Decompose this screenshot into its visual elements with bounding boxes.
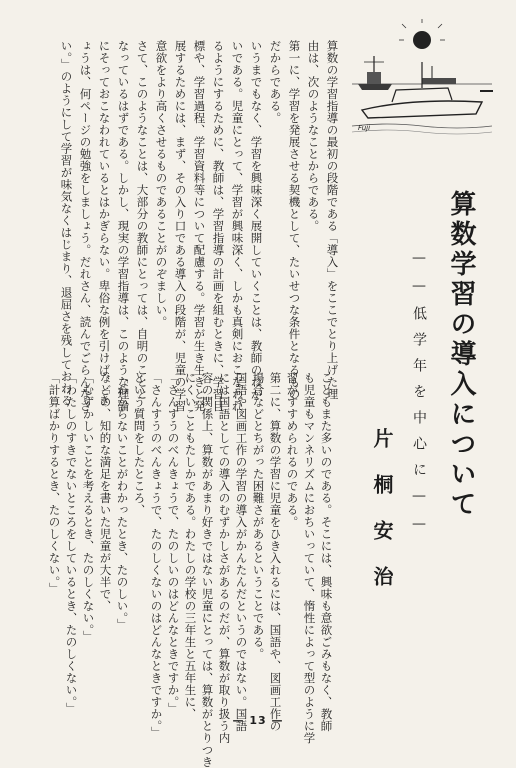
bottom-column-7: には国語としての導入のむずかしさがあるのだが、算数が取り扱う内 bbox=[217, 372, 232, 744]
top-column-3: 第一に、学習を発展させる契機として、たいせつな条件となるもの bbox=[287, 40, 302, 400]
top-column-4: だからである。 bbox=[268, 40, 283, 124]
bottom-column-13: 「わからないことがわかったとき、たのしい。」 bbox=[115, 372, 130, 631]
bottom-column-16: 「わたしのすきでないところをしているとき、たのしくない。」 bbox=[64, 372, 79, 715]
bottom-column-3: 習がすすめられるのである。 bbox=[285, 372, 300, 528]
page-number: — 13 — bbox=[232, 714, 284, 727]
top-column-15: い。」のようにして学習が味気なくはじまり、退屈さを残しておわる bbox=[59, 40, 74, 407]
top-column-12: なっているはずである。しかし、現実の学習指導は、このような理論 bbox=[116, 40, 131, 412]
bottom-column-14: などの、知的な満足を書いた児童が大半で、 bbox=[98, 372, 113, 612]
bottom-column-2: も児童もマンネリズムにおちいっていて、惰性によって型のように学 bbox=[302, 372, 317, 744]
top-column-13: にそっておこなわれているとはかぎらない。卑俗な例を引けば、「き bbox=[97, 40, 112, 407]
top-column-14: ょうは、何ページの勉強をしましょう。だれさん、読んでごらんなさ bbox=[78, 40, 93, 412]
bottom-column-10: 「さんすうのべんきょうで、たのしいのはどんなときですか。」 bbox=[166, 372, 181, 715]
top-column-8: 標や、学習過程、学習資料等について配慮する。学習が生き生きと発 bbox=[192, 40, 207, 412]
article-title: 算数学習の導入について bbox=[446, 190, 476, 520]
top-column-5: いうまでもなく、学習を興味深く展開していくことは、教師のねが bbox=[249, 40, 264, 400]
bottom-column-15: 「むずかしいことを考えるとき、たのしくない。」 bbox=[81, 372, 96, 643]
illustration-signature: Fuji bbox=[358, 124, 371, 132]
article-subtitle: ——低学年を中心に—— bbox=[411, 250, 427, 544]
top-column-10: 意欲をより高くさせるものであることがのぞましい。 bbox=[154, 40, 169, 328]
bottom-column-1: こともまた多いのである。そこには、興味も意欲ごみもなく、教師 bbox=[319, 372, 334, 732]
bottom-column-11: 「さんすうのべんきょうで、たのしくないのはどんなときですか。」 bbox=[149, 372, 164, 739]
top-column-2: 由は、次のようなことからである。 bbox=[306, 40, 321, 232]
harbor-illustration bbox=[352, 18, 492, 138]
bottom-column-9: にくいこともたしかである。わたしの学校の三年生と五年生に、 bbox=[183, 372, 198, 720]
top-column-1: 算数の学習指導の最初の段階である「導入」をここでとり上げた理 bbox=[325, 40, 340, 400]
top-column-7: るようにするために、教師は、学習指導の計画を組むときに、学習目 bbox=[211, 40, 226, 412]
bottom-column-6: 国語や図画工作の学習の導入がかんたんだというのではない。国語 bbox=[234, 372, 249, 732]
top-column-9: 展するためには、まず、その入り口である導入の段階が、児童の学習 bbox=[173, 40, 188, 412]
bottom-column-5: 場合などとちがった困難さがあるということである。 bbox=[251, 372, 266, 660]
top-column-11: さて、このようなことは、大部分の教師にとっては、自明のことと bbox=[135, 40, 150, 400]
bottom-column-17: 「計算ばかりするとき、たのしくない。」 bbox=[47, 372, 62, 595]
bottom-column-8: 容の関係上、算数があまり好きではない児童にとっては、算数がとりつき bbox=[200, 372, 215, 768]
top-column-6: いである。児童にとって、学習が興味深く、しかも真剣におこなわれ bbox=[230, 40, 245, 412]
bottom-column-12: という質問をしたところ、 bbox=[132, 372, 147, 516]
bottom-column-4: 第二に、算数の学習に児童をひき入れるには、国語や、図画工作の bbox=[268, 372, 283, 732]
article-author: 片桐安治 bbox=[370, 428, 394, 612]
